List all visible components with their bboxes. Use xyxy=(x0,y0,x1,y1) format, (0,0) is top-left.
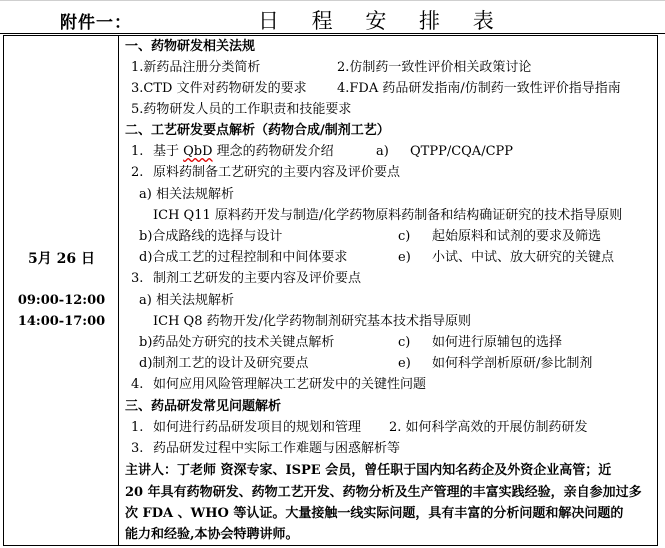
section3-heading: 三、药品研发常见问题解析 xyxy=(125,399,282,414)
s2-item2-number: 2. xyxy=(131,165,144,180)
lecturer-line-3: 次 FDA 、WHO 等认证。大量接触一线实际问题，具有丰富的分析问题和解决问题的 xyxy=(125,506,624,521)
s2-api-regulation: a) 相关法规解析 xyxy=(139,187,234,202)
section2-heading: 二、工艺研发要点解析（药物合成/制剂工艺） xyxy=(125,123,390,138)
s2-c2-label: c) xyxy=(398,335,411,350)
s3-item2-text: 2. 如何科学高效的开展仿制药研发 xyxy=(389,420,588,435)
lecturer-line-2: 20 年具有药物研发、药物工艺开发、药物分析及生产管理的丰富实践经验，亲自参加过多 xyxy=(125,485,642,500)
morning-time: 09:00-12:00 xyxy=(17,293,106,308)
section1-item-4: 4.FDA 药品研发指南/仿制药一致性评价指导指南 xyxy=(337,81,621,96)
schedule-date: 5月 26 日 xyxy=(28,251,95,267)
s2-formulation-regulation: a) 相关法规解析 xyxy=(139,293,234,308)
section1-item-3: 3.CTD 文件对药物研发的要求 xyxy=(131,81,307,96)
s2-process-control: d)合成工艺的过程控制和中间体要求 xyxy=(139,250,348,265)
s2-item1-sub-text: QTPP/CQA/CPP xyxy=(410,144,514,159)
section1-item-5: 5.药物研发人员的工作职责和技能要求 xyxy=(131,102,352,117)
s2-formulation-design: d)制剂工艺的设计及研究要点 xyxy=(139,356,309,371)
s2-prescription-study: b)药品处方研究的技术关键点解析 xyxy=(139,335,335,350)
s2-item1-pre: 基于 xyxy=(153,144,184,159)
s2-excipient-selection: 如何进行原辅包的选择 xyxy=(432,335,563,350)
page-title: 日 程 安 排 表 xyxy=(258,9,507,33)
s3-item1-number: 1. xyxy=(131,420,144,435)
section1-heading: 一、药物研发相关法规 xyxy=(125,39,256,54)
s2-c-label: c) xyxy=(398,229,411,244)
content-cell xyxy=(119,36,657,545)
s2-e-label: e) xyxy=(398,250,411,265)
lecturer-line-4: 能力和经验,本协会特聘讲师。 xyxy=(125,527,299,542)
s2-item2-text: 原料药制备工艺研究的主要内容及评价要点 xyxy=(153,165,401,180)
qbd-term: QbD xyxy=(183,144,213,159)
s3-item3-number: 3. xyxy=(131,441,144,456)
s2-ich-q11: ICH Q11 原料药开发与制造/化学药物原料药制备和结构确证研究的技术指导原则 xyxy=(153,208,623,223)
s2-reference-analysis: 如何科学剖析原研/参比制剂 xyxy=(432,356,593,371)
s2-item1-text xyxy=(153,144,334,160)
s2-e2-label: e) xyxy=(398,356,411,371)
s2-item1-post: 理念的药物研发介绍 xyxy=(212,144,334,159)
date-time-cell xyxy=(4,36,119,545)
afternoon-time: 14:00-17:00 xyxy=(17,314,106,329)
schedule-table xyxy=(3,35,658,546)
s2-item1-number: 1. xyxy=(131,144,144,159)
s3-item3-text: 药品研发过程中实际工作难题与困惑解析等 xyxy=(153,441,401,456)
top-rule xyxy=(0,0,665,1)
s2-item1-sub-label: a) xyxy=(376,144,389,159)
s2-ich-q8: ICH Q8 药物开发/化学药物制剂研究基本技术指导原则 xyxy=(153,314,471,329)
attachment-label: 附件一： xyxy=(60,13,132,33)
s2-item4-number: 4. xyxy=(131,377,144,392)
s2-scale-up: 小试、中试、放大研究的关键点 xyxy=(432,250,615,265)
s2-item3-number: 3. xyxy=(131,271,144,286)
s2-item3-text: 制剂工艺研发的主要内容及评价要点 xyxy=(153,271,362,286)
s3-item1-text: 如何进行药品研发项目的规划和管理 xyxy=(153,420,362,435)
s2-route-design: b)合成路线的选择与设计 xyxy=(139,229,283,244)
s2-item4-text: 如何应用风险管理解决工艺研发中的关键性问题 xyxy=(153,377,427,392)
lecturer-line-1: 主讲人：丁老师 资深专家、ISPE 会员，曾任职于国内知名药企及外资企业高管；近 xyxy=(125,463,612,478)
section1-item-2: 2.仿制药一致性评价相关政策讨论 xyxy=(337,60,532,75)
section1-item-1: 1.新药品注册分类简析 xyxy=(131,60,261,75)
s2-starting-materials: 起始原料和试剂的要求及筛选 xyxy=(432,229,602,244)
